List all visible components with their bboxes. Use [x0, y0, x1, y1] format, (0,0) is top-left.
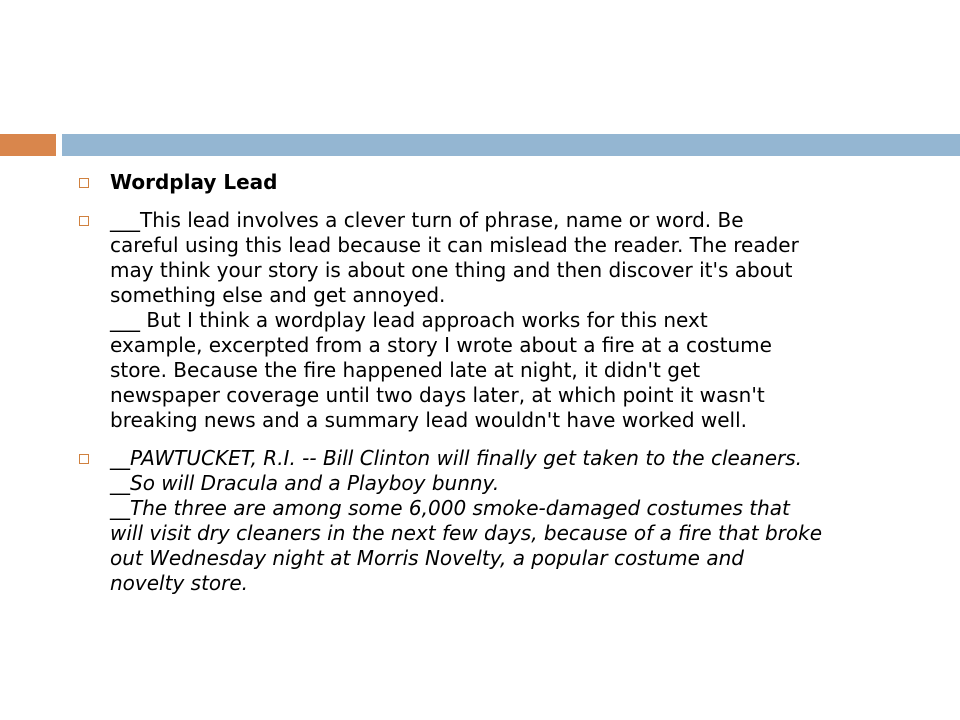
bullet-line: store. Because the fire happened late at night, it didn't get: [110, 358, 701, 382]
bullet-line: ___This lead involves a clever turn of phrase, name or word. Be: [110, 208, 744, 232]
bullet-example: [76, 446, 926, 596]
bullet-line: ___ But I think a wordplay lead approach works for this next: [110, 308, 708, 332]
bullet-line: Wordplay Lead: [110, 170, 278, 194]
slide-content: [76, 170, 926, 609]
bullet-line: will visit dry cleaners in the next few days, because of a fire that broke: [110, 521, 823, 545]
bullet-line: __So will Dracula and a Playboy bunny.: [110, 471, 500, 495]
square-bullet-icon: [79, 178, 89, 188]
bullet-line: may think your story is about one thing and then discover it's about: [110, 258, 793, 282]
square-bullet-icon: [79, 216, 89, 226]
bullet-line: example, excerpted from a story I wrote about a fire at a costume: [110, 333, 772, 357]
bullet-wordplay-lead: [76, 170, 926, 195]
bullet-description: [76, 208, 926, 433]
bullet-line: novelty store.: [110, 571, 249, 595]
bullet-line: __The three are among some 6,000 smoke-damaged costumes that: [110, 496, 790, 520]
bullet-line: breaking news and a summary lead wouldn't have worked well.: [110, 408, 748, 432]
bullet-line: careful using this lead because it can mislead the reader. The reader: [110, 233, 799, 257]
square-bullet-icon: [79, 454, 89, 464]
bullet-line: out Wednesday night at Morris Novelty, a popular costume and: [110, 546, 744, 570]
header-accent-bar: [0, 134, 56, 156]
bullet-line: __PAWTUCKET, R.I. -- Bill Clinton will finally get taken to the cleaners.: [110, 446, 803, 470]
header-bar: [62, 134, 960, 156]
bullet-line: something else and get annoyed.: [110, 283, 446, 307]
bullet-line: newspaper coverage until two days later, at which point it wasn't: [110, 383, 765, 407]
